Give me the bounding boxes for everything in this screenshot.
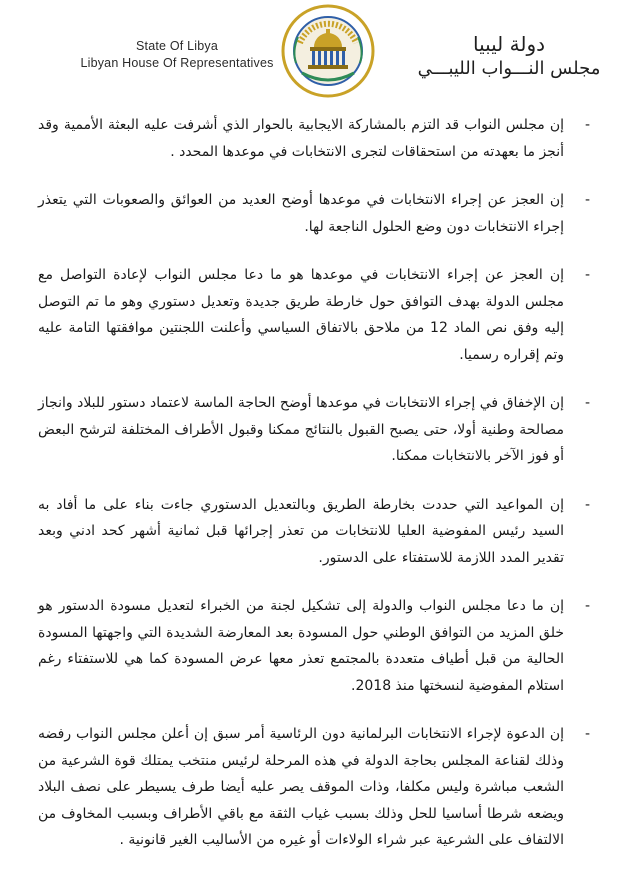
parliament-seal-icon	[280, 3, 376, 99]
point-text: إن مجلس النواب قد التزم بالمشاركة الايجابية بالحوار الذي أشرفت عليه البعثة الأممية وقد أنجز ما بعهدته من استحقاقات لتجرى الانتخابات في موعدها المحدد .	[38, 117, 564, 160]
house-name-ar: مجلس النـــواب الليبـــي	[417, 58, 601, 79]
statement-point	[38, 187, 590, 240]
statement-point	[38, 112, 590, 165]
bullet-dash: -	[584, 117, 590, 133]
statement-body	[38, 112, 590, 876]
bullet-dash: -	[584, 395, 590, 411]
statement-point	[38, 721, 590, 854]
statement-point	[38, 593, 590, 699]
statement-point	[38, 262, 590, 368]
point-text: إن العجز عن إجراء الانتخابات في موعدها أوضح العديد من العوائق والصعوبات التي يتعذر إجراء الانتخابات دون وضع الحلول الناجعة لها.	[38, 192, 564, 235]
state-name-en: State Of Libya	[135, 39, 218, 53]
point-text: إن المواعيد التي حددت بخارطة الطريق وبالتعديل الدستوري جاءت بناء على ما أفاد به السيد رئيس المفوضية العليا للانتخابات من تعذر إجرائها قبل ثمانية أشهر كحد ادني وبعد تقدير المدد اللازمة للاستفتاء على الدستور.	[38, 496, 564, 566]
bullet-dash: -	[584, 726, 590, 742]
point-text: إن ما دعا مجلس النواب والدولة إلى تشكيل لجنة من الخبراء لتعديل مسودة الدستور هو خلق المزيد من التوافق الوطني حول المسودة بعد المعارضة الشديدة التي واجهتها المسودة الحالية من قبل أطياف متعددة بالمجتمع تعذر معها عرض المسودة كما هي للاستفتاء رغم استلام المفوضية لنسختها منذ 2018.	[38, 598, 564, 694]
house-name-en: Libyan House Of Representatives	[80, 56, 274, 70]
point-text: إن العجز عن إجراء الانتخابات في موعدها هو ما دعا مجلس النواب لإعادة التواصل مع مجلس الدولة بهدف التوافق حول خارطة طريق جديدة وتعديل دستوري وهو ما تم التوصل إليه وفق نص الماد 12 من ملاحق بالاتفاق السياسي وأعلنت اللجنتين موافقتها التامة عليه وتم إقراره رسميا.	[38, 267, 564, 363]
bullet-dash: -	[584, 192, 590, 208]
bullet-dash: -	[584, 267, 590, 283]
statement-point	[38, 390, 590, 470]
letterhead-arabic	[404, 32, 614, 82]
point-text: إن الدعوة لإجراء الانتخابات البرلمانية دون الرئاسية أمر سبق إن أعلن مجلس النواب رفضه وذلك لقناعة المجلس بحاجة الدولة في هذه المرحلة لرئيس منتخب يمتلك قوة الشرعية من الشعب مباشرة وليس مكلفا، وذات الموقف يصر عليه أيضا طرف يسيطر على نصف البلاد ويضعه شرطا أساسيا للحل وذلك بسبب غياب الثقة مع باقي الأطراف وبسبب المخاوف من الالتفاف على الشرعية عبر شراء الولاءات أو غيره من الأساليب الغير قانونية .	[38, 726, 564, 848]
letterhead-english	[52, 38, 302, 72]
state-name-ar: دولة ليبيا	[472, 32, 546, 56]
bullet-dash: -	[584, 598, 590, 614]
statement-point	[38, 492, 590, 572]
point-text: إن الإخفاق في إجراء الانتخابات في موعدها أوضح الحاجة الماسة لاعتماد دستور للبلاد وانجاز مصالحة وطنية أولا، حتى يصبح القبول بالنتائج ممكنا وقبول الأطراف المختلفة لترشح البعض أو فوز الآخر بالانتخابات ممكنا.	[38, 395, 564, 464]
bullet-dash: -	[584, 496, 590, 513]
letterhead	[0, 0, 634, 100]
